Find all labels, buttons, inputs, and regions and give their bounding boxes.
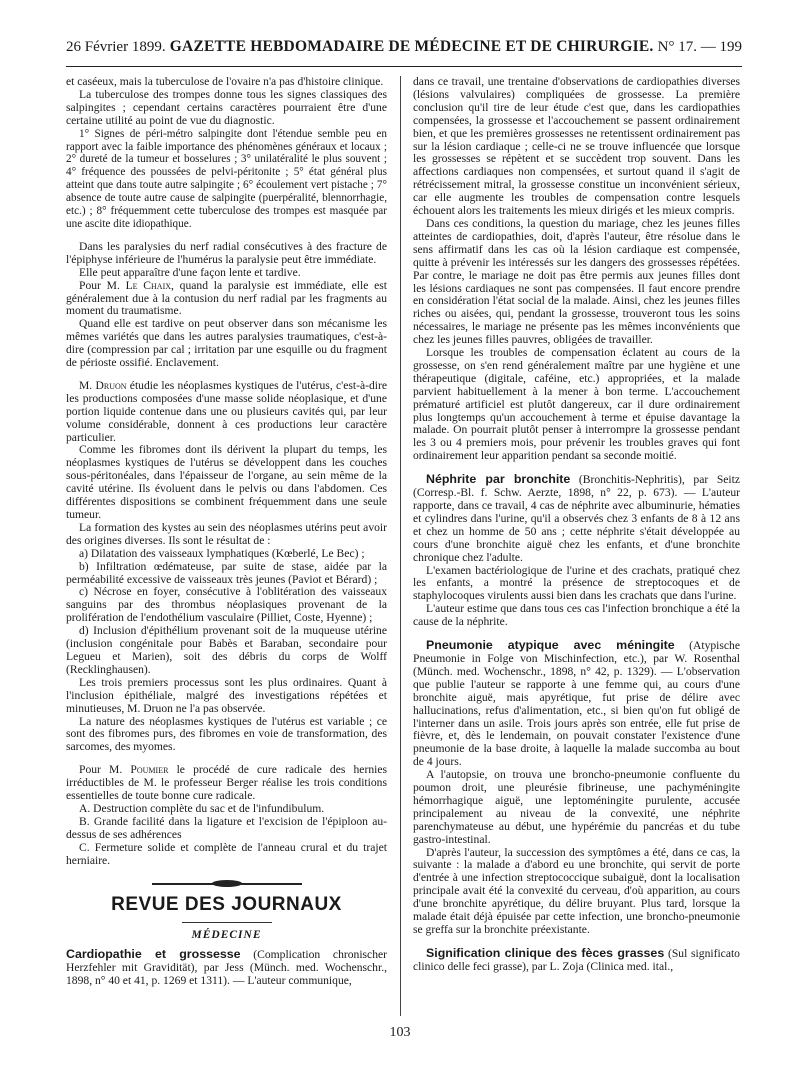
- paragraph: La tuberculose des trompes donne tous les signes classiques des salpingites ; cependant certains caractères pourraient être d'une certaine utilité au point de vue du diagnostic.: [66, 87, 387, 127]
- text: (Complication chronischer Herzfehler mit Gravidität), par Jess (Münch. med. Wochenschr., 1898, n° 40 et 41, p. 1269 et 1311). — L'auteur communique,: [66, 948, 387, 988]
- article-paragraph: [413, 947, 740, 974]
- ornament-divider: [152, 881, 302, 887]
- header-rule: [66, 66, 742, 67]
- paragraph: L'examen bactériologique de l'urine et des crachats, pratiqué chez les enfants, a montré la présence de streptocoques et de staphylocoques virulents aussi bien dans les crachats que dans l'urine.: [413, 563, 740, 603]
- paragraph: d) Inclusion d'épithélium provenant soit de la muqueuse utérine (inclusion congénitale pour Babès et Baraban, secondaire pour Legueu et Marien), soit des débris du corps de Wolff (Recklinghausen).: [66, 624, 387, 676]
- folio-number: 103: [389, 1025, 411, 1040]
- paragraph: Quand elle est tardive on peut observer dans son mécanisme les mêmes variétés que dans les autres paralysies traumatiques, c'est-à-dire (compression par cal ; irritation par une esquille ou du fragment de périoste ossifié. Enclavement.: [66, 317, 387, 370]
- article-title: Signification clinique des fèces grasses: [426, 945, 665, 960]
- paragraph: Dans les paralysies du nerf radial consécutives à des fracture de l'épiphyse inférieure de l'humérus la paralysie peut être immédiate.: [66, 239, 387, 266]
- text: (Sul significato clinico delle feci grasse), par L. Zoja (Clinica med. ital.,: [413, 946, 740, 973]
- author-name: Le Chaix: [125, 278, 172, 292]
- paragraph: 1° Signes de péri-métro salpingite dont l'étendue semble peu en rapport avec la faible importance des phénomènes généraux et locaux ; 2° dureté de la tumeur et bosselures ; 3° unilatéralité le plus souvent ; 4° fréquence des poussées de pelvi-péritonite ; 5° état général plus atteint que dans toute autre salpingite ; 6° écoulement vert pistache ; 7° absence de toute autre cause de salpingite (puerpéralité, blennorrhagie, etc.) ; 8° fréquemment cette tuberculose des trompes est masquée par une ascite dite idiopathique.: [66, 127, 387, 230]
- paragraph: Lorsque les troubles de compensation éclatent au cours de la grossesse, on s'en rend généralement maître par une hygiène et une thérapeutique (digitale, caféine, etc.) appropriées, et la malade parvient habituellement à la mener à bon terme. L'accouchement prématuré artificiel est plutôt dangereux, car il dure ordinairement plus longtemps qu'un accouchement à terme et épuise davantage la malade. On pourrait plutôt penser à interrompre la grossesse pendant les 3 ou 4 premiers mois, pour prévenir les troubles graves qui font ordinairement leur apparition pendant sa seconde moitié.: [413, 346, 740, 463]
- paragraph: La formation des kystes au sein des néoplasmes utérins peut avoir des origines diverses. Ils sont le résultat de :: [66, 520, 387, 547]
- paragraph: [66, 380, 387, 445]
- article-title: Cardiopathie et grossesse: [66, 947, 241, 962]
- paragraph: a) Dilatation des vaisseaux lymphatiques (Kœberlé, Le Bec) ;: [79, 546, 365, 560]
- text: Pour M.: [79, 763, 131, 777]
- column-divider: [400, 76, 401, 1016]
- paragraph: c) Nécrose en foyer, consécutive à l'oblitération des vaisseaux sanguins par des thrombus néoplasiques provenant de la prolifération de l'endothélium vasculaire (Pilliet, Coste, Hyenne) ;: [66, 585, 387, 625]
- issue-page-number: N° 17. — 199: [657, 39, 742, 55]
- paragraph: [66, 280, 387, 319]
- page-header: [66, 38, 742, 64]
- author-name: Druon: [95, 378, 127, 392]
- paragraph: L'auteur estime que dans tous ces cas l'infection bronchique a été la cause de la néphrite.: [413, 602, 740, 629]
- text: , quand la paralysie est immédiate, elle est généralement due à la contusion du nerf radial par les fragments au moment du traumatisme.: [66, 278, 387, 318]
- text: le procédé de cure radicale des hernies irréductibles de M. le professeur Berger réalise les trois conditions essentielles de toute bonne cure radicale.: [66, 763, 387, 803]
- paragraph: A. Destruction complète du sac et de l'infundibulum.: [79, 801, 325, 815]
- article-paragraph: [413, 639, 740, 769]
- paragraph: D'après l'auteur, la succession des symptômes a été, dans ce cas, la suivante : la malade a d'abord eu une bronchite, qui servit de porte d'entrée à une infection streptococcique subaiguë, dont la localisation principale avait été la convexité du cerveau, d'où apparition, au cours d'une bronchite apyrétique, du délire bruyant. Plus tard, lorsque la malade était déjà épuisée par cette infection, une broncho-pneumonie se greffa sur la bronchite préexistante.: [413, 845, 740, 936]
- heading-rule: [182, 922, 272, 923]
- paragraph: Dans ces conditions, la question du mariage, chez les jeunes filles atteintes de cardiopathies, doit, d'après l'auteur, être résolue dans le sens affirmatif dans les cas où la lésion cardiaque est compensée, quitte à prévenir les intéressés sur les dangers des grossesses répétées. Par contre, le mariage ne doit pas être permis aux jeunes filles dont les lésions cardiaques ne sont pas compensées. Il faut encore prendre en considération l'état social de la malade. Ainsi, chez les jeunes filles riches ou aisées, qui, pendant la grossesse, trouveront tous les soins nécessaires, le mariage ne présente pas les mêmes inconvénients que chez les jeunes filles pauvres, obligées de travailler.: [413, 216, 740, 347]
- right-column: [413, 76, 740, 1016]
- paragraph: Elle peut apparaître d'une façon lente et tardive.: [79, 265, 301, 279]
- text: (Atypische Pneumonie in Folge von Mischinfection, etc.), par W. Rosenthal (Münch. med. Wochenschr., 1898, n° 42, p. 1329). — L'observation que publie l'auteur se rapporte à une femme qui, au cours d'une bronchite aiguë, mais apyrétique, fut prise de délire avec hallucinations, refus d'alimentation, etc., si bien qu'on fut obligé de l'interner dans un asile. Trois jours après son entrée, elle fut prise de fièvre, et, dès le lendemain, on pouvait constater l'existence d'une pneumonie de la base droite, à laquelle la malade succomba au bout de 4 jours.: [413, 639, 740, 769]
- paragraph: dans ce travail, une trentaine d'observations de cardiopathies diverses (lésions valvulaires) compliquées de grossesse. La première conclusion qu'il tire de leur étude c'est que, dans les cardiopathies compensées, la grossesse et l'accouchement se passent ordinairement bien, et que les premières grossesses ne retentissent ordinairement pas sur la lésion cardiaque ; celle-ci ne se trouve influencée que lorsque les grossesses se répètent et se succèdent trop souvent. Dans les affections cardiaques non compensées, et surtout quand il s'agit de rétrécissement mitral, la grossesse constitue un inconvénient sérieux, car elle augmente les troubles de compensation contre lesquels échouent alors les traitements les mieux dirigés et les mieux compris.: [413, 76, 740, 218]
- text: M.: [79, 378, 96, 392]
- paragraph: et caséeux, mais la tuberculose de l'ovaire n'a pas d'histoire clinique.: [66, 76, 384, 88]
- article-title: Néphrite par bronchite: [426, 472, 571, 487]
- paragraph: A l'autopsie, on trouva une broncho-pneumonie confluente du poumon droit, une pleurésie fibrineuse, une pachyméningite hémorrhagique aiguë, une leptoméningite purulente, accusée principalement au niveau de la convexité, une néphrite parenchymateuse au début, une hypérémie du pancréas et du tube gastro-intestinal.: [413, 768, 740, 846]
- text: (Bronchitis-Nephritis), par Seitz (Corresp.-Bl. f. Schw. Aerzte, 1898, n° 22, p. 673). — L'auteur rapporte, dans ce travail, 4 cas de néphrite avec albuminurie, hématies et cylindres dans l'urine, qu'il a observés chez 3 enfants de 8 à 12 ans et chez un homme de 50 ans ; cette néphrite s'était développée au cours d'une bronchite aiguë chez les enfants, et d'une bronchite chronique chez l'adulte.: [413, 473, 740, 564]
- article-paragraph: [66, 948, 387, 988]
- paragraph: [66, 764, 387, 803]
- subsection-heading: MÉDECINE: [191, 929, 262, 942]
- article-paragraph: [413, 473, 740, 564]
- text: Pour M.: [79, 278, 126, 292]
- paragraph: C. Fermeture solide et complète de l'anneau crural et du trajet herniaire.: [66, 840, 387, 867]
- journal-title: GAZETTE HEBDOMADAIRE DE MÉDECINE ET DE CHIRURGIE.: [169, 38, 654, 55]
- text: étudie les néoplasmes kystiques de l'utérus, c'est-à-dire les productions composées d'une masse solide néoplasique, et d'une portion liquide contenue dans une ou plusieurs cavités qui, par leur volume considérable, donnent à ces productions leur caractère particulier.: [66, 378, 387, 444]
- paragraph: Les trois premiers processus sont les plus ordinaires. Quant à l'inclusion épithéliale, malgré des investigations répétées et minutieuses, M. Druon ne l'a pas observée.: [66, 675, 387, 715]
- paragraph: b) Infiltration œdémateuse, par suite de stase, aidée par la perméabilité excessive de vaisseaux très jeunes (Paviot et Bérard) ;: [66, 559, 387, 586]
- paragraph: Comme les fibromes dont ils dérivent la plupart du temps, les néoplasmes kystiques de l'utérus se développent dans les couches sous-péritonéales, dans l'épaisseur de l'organe, au sein même de la cavité utérine. Ils évoluent dans le pelvis ou dans l'abdomen. Ces différentes dispositions se combinent fréquemment dans une seule tumeur.: [66, 443, 387, 521]
- section-heading: REVUE DES JOURNAUX: [111, 894, 342, 916]
- author-name: Poumier: [130, 763, 169, 777]
- header-date: 26 Février 1899.: [66, 39, 166, 55]
- paragraph: B. Grande facilité dans la ligature et l'excision de l'épiploon au-dessus de ses adhérences: [66, 814, 387, 841]
- paragraph: La nature des néoplasmes kystiques de l'utérus est variable ; ce sont des fibromes purs, des fibromes en voie de transformation, des sarcomes, des myomes.: [66, 714, 387, 754]
- left-column: [66, 76, 387, 1016]
- article-title: Pneumonie atypique avec méningite: [426, 638, 675, 653]
